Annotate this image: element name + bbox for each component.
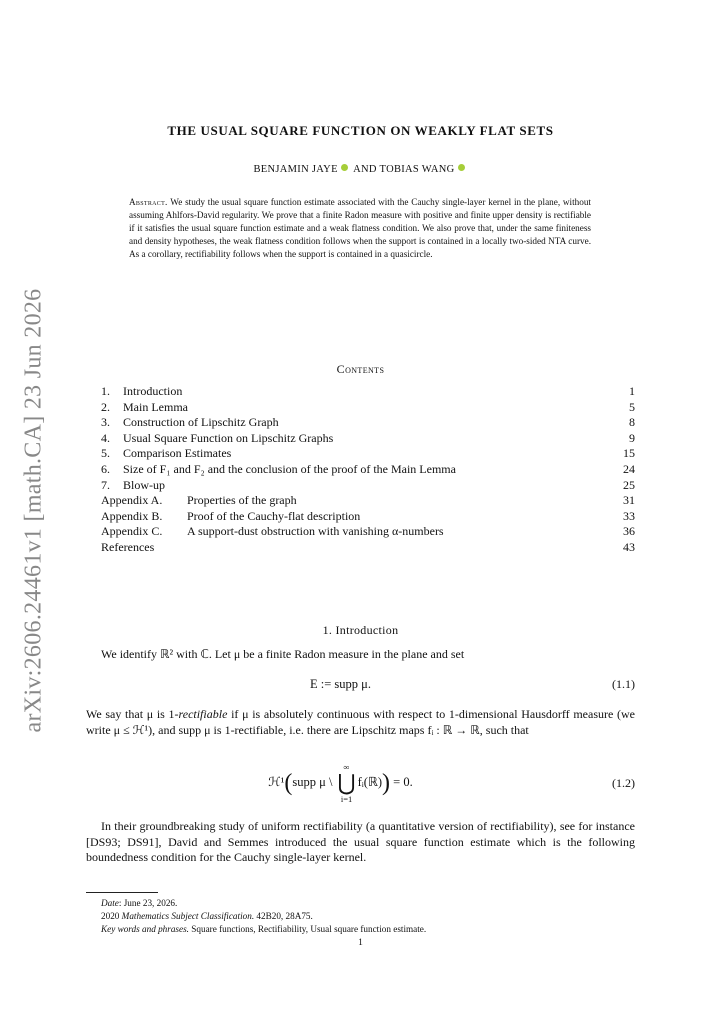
union-upper-limit: ∞ bbox=[343, 762, 350, 772]
footnote-label: Date bbox=[101, 898, 119, 908]
equation-term: = 0. bbox=[390, 774, 413, 789]
toc-page: 8 bbox=[629, 415, 635, 430]
toc-page: 1 bbox=[629, 384, 635, 398]
section-title: 1. Introduction bbox=[322, 623, 399, 637]
toc-entry[interactable] bbox=[101, 462, 635, 478]
paragraph-text: We say that μ is 1- bbox=[86, 707, 179, 721]
arxiv-sidebar-stamp bbox=[16, 286, 52, 734]
equation-number: (1.1) bbox=[612, 677, 635, 691]
footnote-value: 2020 bbox=[101, 911, 122, 921]
hausdorff-measure-symbol: ℋ¹ bbox=[268, 774, 285, 789]
toc-page: 24 bbox=[623, 461, 635, 476]
toc-title: Introduction bbox=[123, 384, 183, 398]
toc-title: References bbox=[101, 539, 155, 554]
toc-page: 9 bbox=[629, 430, 635, 445]
author-conjunction: AND bbox=[353, 164, 377, 175]
toc-page: 43 bbox=[623, 539, 635, 554]
toc-page: 15 bbox=[623, 446, 635, 461]
toc-number: 4. bbox=[101, 430, 110, 445]
toc-page: 5 bbox=[629, 399, 635, 414]
toc-title: Comparison Estimates bbox=[123, 446, 232, 461]
abstract-label: Abstract. bbox=[129, 197, 168, 207]
equation-body: E := supp μ. bbox=[310, 677, 371, 691]
footnote-keywords bbox=[101, 923, 426, 936]
paragraph: In their groundbreaking study of uniform rectifiability (a quantitative version of rectifiability), see for instance [DS93; DS91], David and Semmes introduced the usual square function estimate which is the following boundedness condition for the Cauchy single-layer kernel. bbox=[86, 819, 635, 864]
section-heading bbox=[0, 623, 721, 638]
author-name: BENJAMIN JAYE bbox=[253, 164, 338, 175]
union-symbol: ⋃ bbox=[337, 770, 356, 795]
toc-entry[interactable] bbox=[101, 431, 635, 447]
toc-title: Main Lemma bbox=[123, 399, 188, 414]
toc-title: Usual Square Function on Lipschitz Graphs bbox=[123, 430, 334, 445]
toc-title: Construction of Lipschitz Graph bbox=[123, 415, 279, 430]
toc-number: Appendix B. bbox=[101, 508, 163, 523]
contents-heading: Contents bbox=[336, 362, 385, 376]
toc-title: Blow-up bbox=[123, 477, 165, 492]
toc-page: 36 bbox=[623, 524, 635, 539]
toc-title: A support-dust obstruction with vanishing α-numbers bbox=[187, 524, 444, 539]
equation-body: ℋ¹(supp μ \ ∞ ⋃ i=1 fᵢ(ℝ)) = 0. bbox=[268, 762, 413, 804]
paragraph bbox=[86, 707, 635, 738]
abstract-text: We study the usual square function estimate associated with the Cauchy single-layer kernel in the plane, without assuming Ahlfors-David regularity. We prove that a finite Radon measure with positive and finite upper density is rectifiable if it satisfies the usual square function estimate and a weak flatness condition. We also prove that, under the same finiteness and density hypotheses, the weak flatness condition follows when the support is contained in a locally two-sided NTA curve. As a corollary, rectifiability follows when the support is contained in a quasicircle. bbox=[129, 197, 591, 260]
toc-appendix-entry[interactable] bbox=[101, 493, 635, 509]
toc-number: 5. bbox=[101, 446, 110, 461]
toc-number: 1. bbox=[101, 384, 110, 398]
union-lower-limit: i=1 bbox=[340, 794, 353, 804]
toc-page: 31 bbox=[623, 493, 635, 508]
paper-title: THE USUAL SQUARE FUNCTION ON WEAKLY FLAT SETS bbox=[167, 123, 554, 138]
orcid-icon[interactable] bbox=[341, 164, 348, 171]
big-union-operator bbox=[338, 762, 356, 804]
paragraph-text: if μ is absolutely continuous with respect to 1-dimensional Hausdorff measure (we write μ ≤ ℋ¹), and supp μ is 1-rectifiable, i.e. there are Lipschitz maps fᵢ : ℝ → ℝ, such that bbox=[86, 707, 635, 737]
toc-appendix-entry[interactable] bbox=[101, 524, 635, 540]
toc-entry[interactable] bbox=[101, 446, 635, 462]
footnote-value: : June 23, 2026. bbox=[118, 898, 178, 908]
equation-number: (1.2) bbox=[612, 775, 635, 790]
toc-appendix-entry[interactable] bbox=[101, 509, 635, 525]
table-of-contents bbox=[101, 384, 635, 556]
toc-title: Proof of the Cauchy-flat description bbox=[187, 508, 361, 523]
page-number: 1 bbox=[358, 938, 363, 948]
equation-term: fᵢ(ℝ) bbox=[357, 774, 383, 789]
toc-page: 25 bbox=[623, 477, 635, 492]
footnote-value: Square functions, Rectifiability, Usual square function estimate. bbox=[188, 924, 427, 934]
toc-number: 2. bbox=[101, 399, 110, 414]
toc-references-entry[interactable] bbox=[101, 540, 635, 556]
orcid-icon[interactable] bbox=[458, 164, 465, 171]
toc-number: Appendix C. bbox=[101, 524, 163, 539]
defined-term: rectifiable bbox=[178, 707, 228, 721]
toc-page: 33 bbox=[623, 508, 635, 523]
toc-number: Appendix A. bbox=[101, 493, 163, 508]
abstract bbox=[129, 196, 591, 261]
equation-term: supp μ \ bbox=[292, 774, 336, 789]
footnote-label: Key words and phrases. bbox=[101, 924, 189, 934]
toc-number: 7. bbox=[101, 477, 110, 492]
toc-title: Size of F₁ and F₂ and the conclusion of the proof of the Main Lemma bbox=[123, 461, 456, 476]
paragraph: We identify ℝ² with ℂ. Let μ be a finite Radon measure in the plane and set bbox=[101, 647, 465, 661]
footnote-divider bbox=[86, 892, 158, 893]
toc-entry[interactable] bbox=[101, 384, 635, 400]
toc-entry[interactable] bbox=[101, 415, 635, 431]
footnote-msc bbox=[101, 910, 313, 923]
toc-entry[interactable] bbox=[101, 400, 635, 416]
footnote-label: Mathematics Subject Classification. bbox=[121, 911, 255, 921]
toc-number: 6. bbox=[101, 461, 110, 476]
equation bbox=[86, 677, 635, 692]
author-name: TOBIAS WANG bbox=[379, 164, 455, 175]
toc-title: Properties of the graph bbox=[187, 493, 297, 508]
toc-entry[interactable] bbox=[101, 478, 635, 494]
footnote-date bbox=[101, 897, 177, 910]
footnote-value: 42B20, 28A75. bbox=[254, 911, 313, 921]
arxiv-identifier: arXiv:2606.24461v1 [math.CA] 23 Jun 2026 bbox=[20, 288, 47, 732]
author-line bbox=[0, 164, 721, 175]
toc-number: 3. bbox=[101, 415, 110, 430]
equation bbox=[86, 758, 635, 808]
